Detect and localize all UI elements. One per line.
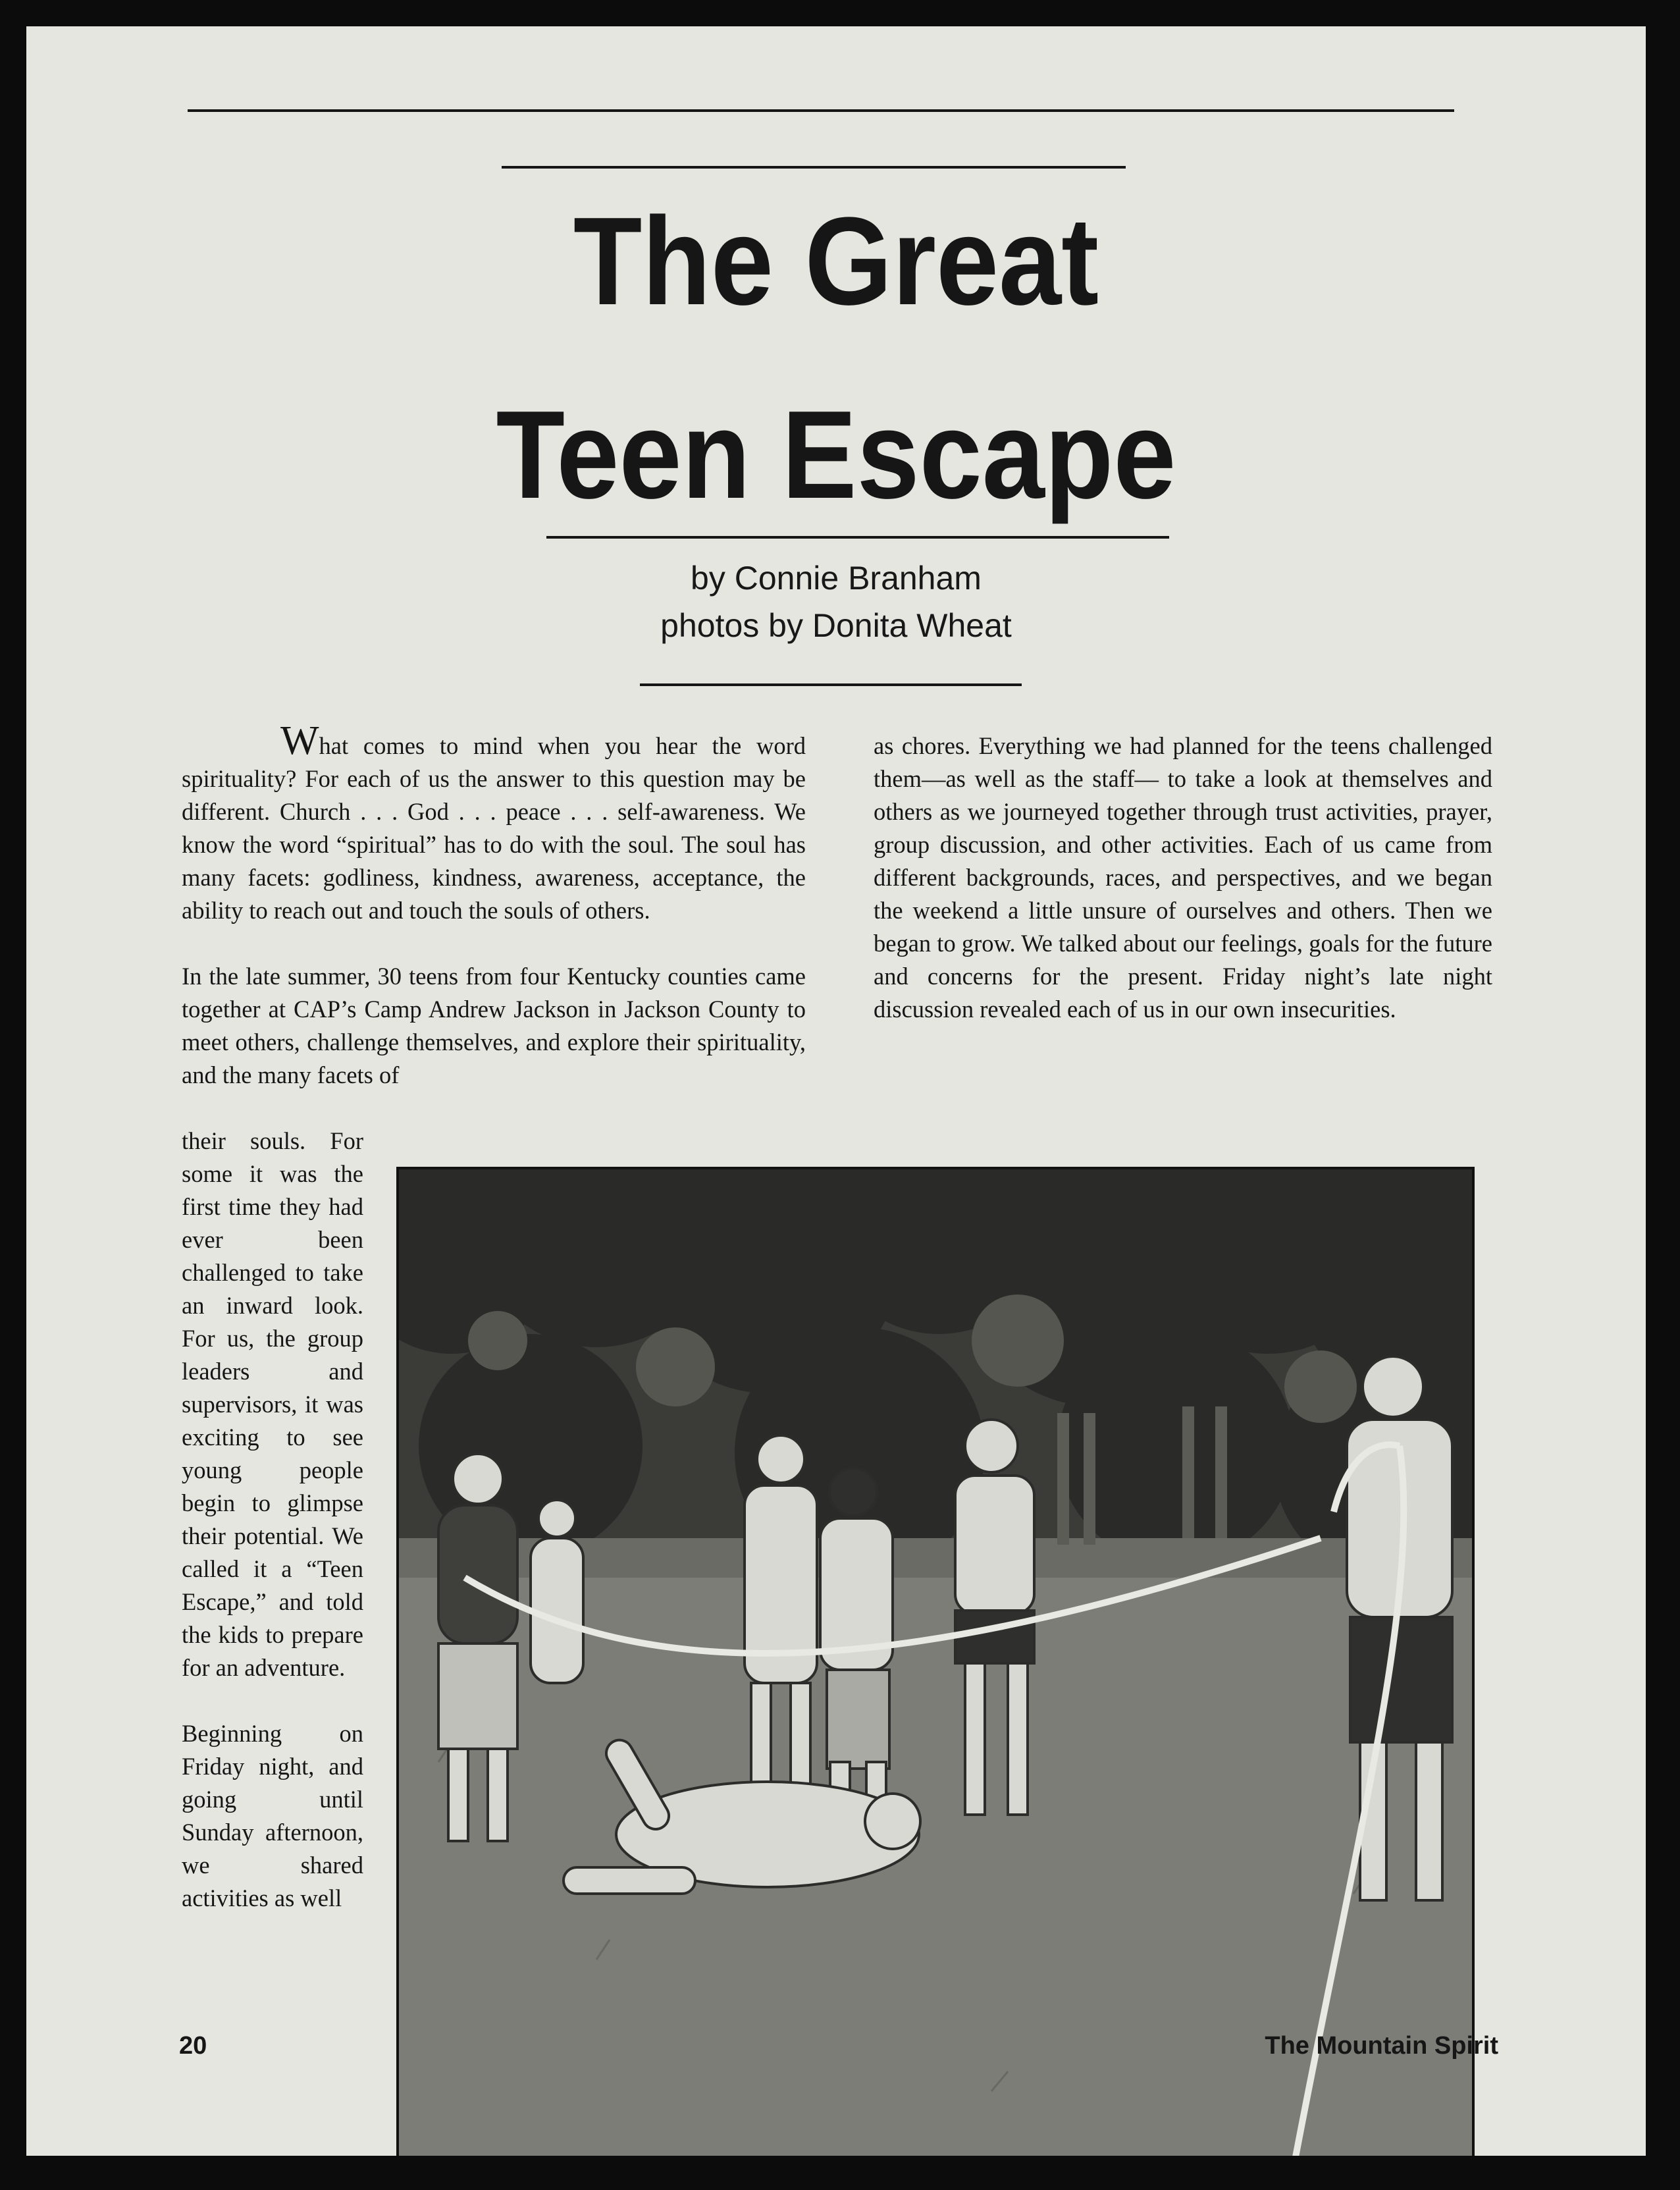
page-number: 20 bbox=[179, 2032, 207, 2060]
title-line-1: The Great bbox=[573, 192, 1099, 331]
article-photo bbox=[396, 1167, 1475, 2156]
paragraph-3-continued: as chores. Everything we had planned for the teens challenged them—as well as the staff— to take a look at themselves and others as we journeyed together through trust activities, prayer, group discussion, and other activities. Each of us came from different backgrounds, races, and perspectives, and we began the weekend a little unsure of ourselves and others. Then we began to grow. We talked about our feelings, goals for the future and concerns for the present. Friday night’s late night discussion revealed each of us in our own insecurities. bbox=[874, 732, 1492, 1023]
paragraph-1-text: hat comes to mind when you hear the word spirituality? For each of us the answer to this question may be different. Church . . . God . . . peace . . . self-awareness. We know the word “spiritual” has to do with the soul. The soul has many facets: godliness, kindness, awareness, acceptance, the ability to reach out and touch the souls of others. bbox=[182, 732, 806, 924]
photo-illustration bbox=[399, 1169, 1472, 2156]
title-line-2: Teen Escape bbox=[496, 385, 1176, 525]
byline-author: by Connie Branham bbox=[691, 560, 982, 597]
publication-name: The Mountain Spirit bbox=[1265, 2032, 1498, 2060]
paragraph-2-continued: their souls. For some it was the first time they had ever been challenged to take an inward look. For us, the group leaders and supervisors, it was exciting to see young people begin to glimpse their potential. We called it a “Teen Escape,” and told the kids to prepare for an adventure. bbox=[182, 1127, 363, 1681]
paragraph-2: In the late summer, 30 teens from four Kentucky counties came together at CAP’s Camp Andrew Jackson in Jackson County to meet others, challenge themselves, and explore their spirituality, and the many facets of bbox=[182, 963, 806, 1088]
title-upper-rule bbox=[502, 166, 1126, 169]
top-rule bbox=[188, 109, 1454, 112]
title-lower-rule bbox=[546, 536, 1169, 539]
byline-rule bbox=[640, 683, 1022, 686]
magazine-page bbox=[26, 26, 1646, 2156]
byline-photographer: photos by Donita Wheat bbox=[660, 607, 1012, 644]
left-column-narrow bbox=[182, 1125, 363, 1915]
paragraph-3: Beginning on Friday night, and going until Sunday afternoon, we shared activities as well bbox=[182, 1720, 363, 1911]
paragraph-1 bbox=[182, 718, 806, 927]
left-column-top bbox=[182, 718, 806, 1092]
drop-cap: W bbox=[280, 718, 319, 763]
right-column bbox=[874, 730, 1492, 1026]
